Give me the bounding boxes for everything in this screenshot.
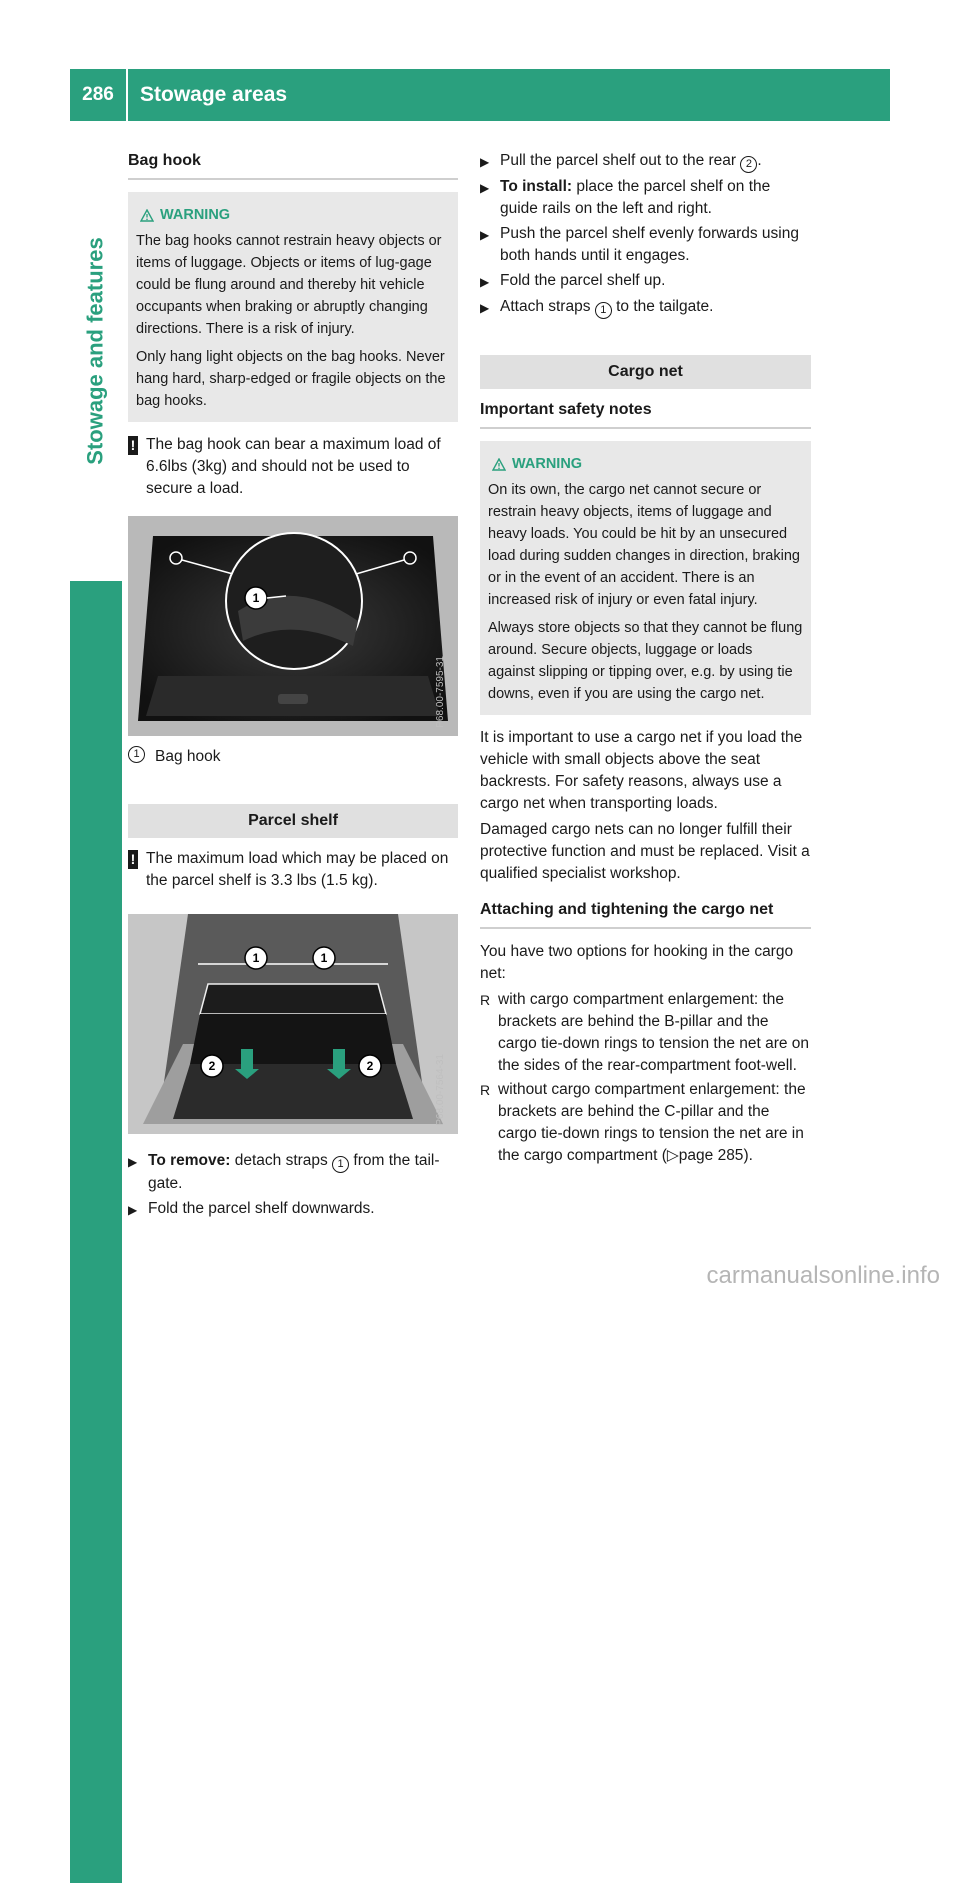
notice-icon: !	[128, 436, 138, 455]
body-paragraph: It is important to use a cargo net if you load the vehicle with small objects above the seat backrests. For safety reasons, always use a cargo net when transporting loads.	[480, 729, 803, 812]
attaching-heading: Attaching and tightening the cargo net	[480, 899, 811, 929]
warning-box-bag-hook	[128, 192, 458, 422]
bullet-text: without cargo compartment enlargement: the brackets are behind the C-pillar and the cargo tie-down rings to tension the net are in the cargo compartment (▷page 285).	[498, 1081, 806, 1164]
step-text: To remove: detach straps 1 from the tail-gate.	[148, 1152, 440, 1192]
step-arrow-icon: ▶	[128, 1155, 138, 1169]
list-item	[480, 1079, 811, 1167]
notice-text: The maximum load which may be placed on the parcel shelf is 3.3 lbs (1.5 kg).	[146, 850, 449, 889]
callout-marker: 1	[332, 1156, 349, 1173]
notice-text: The bag hook can bear a maximum load of 6.6lbs (3kg) and should not be used to secure a load.	[146, 436, 441, 497]
attach-intro: You have two options for hooking in the cargo net:	[480, 943, 794, 982]
warning-text-2: Always store objects so that they cannot be flung around. Secure objects, luggage or loads against slipping or tipping over, e.g. by using tie downs, even if you are using the cargo net.	[488, 620, 803, 702]
warning-header	[488, 453, 803, 475]
left-steps	[128, 1150, 458, 1221]
safety-notes-heading: Important safety notes	[480, 399, 811, 429]
warning-label: WARNING	[512, 456, 583, 472]
side-tab	[70, 121, 122, 581]
side-block	[70, 581, 122, 1883]
step-text: Fold the parcel shelf up.	[500, 272, 666, 289]
page-ref-arrow-icon: ▷	[666, 1147, 679, 1164]
step-item	[480, 150, 811, 173]
warning-triangle-icon	[492, 458, 506, 471]
notice-icon: !	[128, 850, 138, 869]
step-arrow-icon: ▶	[128, 1203, 138, 1217]
warning-box-cargo-net	[480, 441, 811, 715]
warning-triangle-icon	[140, 209, 154, 222]
caption-text: Bag hook	[155, 748, 221, 765]
svg-text:2: 2	[366, 1059, 374, 1073]
parcel-shelf-heading: Parcel shelf	[128, 804, 458, 838]
warning-text-1: The bag hooks cannot restrain heavy objects or items of luggage. Objects or items of lug-gage could be flung around and thereby hit vehicle occupants when braking or abruptly changing directions. There is a risk of injury.	[136, 233, 442, 337]
page-reference-link[interactable]: page 285	[678, 1147, 744, 1164]
right-column	[480, 150, 811, 1169]
notice-bag-hook	[128, 434, 458, 500]
cargo-net-heading: Cargo net	[480, 355, 811, 389]
callout-marker: 2	[740, 156, 757, 173]
callout-marker: 1	[128, 746, 145, 763]
parcel-shelf-photo	[128, 914, 458, 1134]
figure-code: P68.00-7564-31	[435, 1054, 446, 1126]
side-tab-label: Stowage and features	[83, 237, 109, 465]
step-arrow-icon: ▶	[480, 228, 490, 242]
section-title: Stowage areas	[140, 83, 288, 106]
step-item	[480, 270, 811, 293]
left-column	[128, 150, 458, 1224]
step-text: Pull the parcel shelf out to the rear 2 .	[500, 150, 762, 173]
list-item	[480, 989, 811, 1077]
step-item	[480, 176, 811, 220]
bullet-marker: R	[480, 992, 491, 1008]
step-text: To install: place the parcel shelf on the guide rails on the left and right.	[500, 178, 771, 217]
step-item	[128, 1198, 458, 1221]
warning-text-1: On its own, the cargo net cannot secure or restrain heavy objects, items of luggage and heavy loads. You could be hit by an unsecured load during sudden changes in direction, braking or in the event of an accident. There is an increased risk of injury or even fatal injury.	[488, 482, 800, 608]
figure-code: P68.00-7595-31	[435, 656, 446, 728]
svg-text:2: 2	[208, 1059, 216, 1073]
bag-hook-photo	[128, 516, 458, 736]
step-item	[480, 296, 811, 319]
bullet-marker: R	[480, 1082, 491, 1098]
step-text: Push the parcel shelf evenly forwards using both hands until it engages.	[500, 225, 799, 264]
callout-marker: 1	[595, 302, 612, 319]
bag-hook-illustration	[128, 516, 458, 736]
page-number: 286	[70, 69, 128, 121]
photo-caption	[128, 746, 458, 768]
step-text: Attach straps 1 to the tailgate.	[500, 296, 713, 319]
svg-text:1: 1	[252, 591, 260, 605]
watermark: carmanualsonline.info	[706, 1262, 940, 1289]
warning-text-2: Only hang light objects on the bag hooks. Never hang hard, sharp-edged or fragile objects on the bag hooks.	[136, 349, 446, 409]
warning-label: WARNING	[160, 207, 231, 223]
step-item	[128, 1150, 458, 1195]
step-arrow-icon: ▶	[480, 301, 490, 315]
svg-text:1: 1	[320, 951, 328, 965]
step-arrow-icon: ▶	[480, 181, 490, 195]
bullet-text: with cargo compartment enlargement: the brackets are behind the B-pillar and the cargo tie-down rings to tension the net are on the sides of the rear-compartment foot-well.	[498, 991, 810, 1074]
step-item	[480, 223, 811, 267]
warning-header	[136, 204, 450, 226]
step-arrow-icon: ▶	[480, 155, 490, 169]
svg-text:1: 1	[252, 951, 260, 965]
body-paragraph: Damaged cargo nets can no longer fulfill their protective function and must be replaced. Visit a qualified specialist workshop.	[480, 821, 810, 882]
parcel-shelf-illustration	[128, 914, 458, 1134]
step-text: Fold the parcel shelf downwards.	[148, 1200, 375, 1217]
notice-parcel-shelf	[128, 848, 458, 892]
step-arrow-icon: ▶	[480, 275, 490, 289]
bag-hook-heading: Bag hook	[128, 150, 458, 180]
